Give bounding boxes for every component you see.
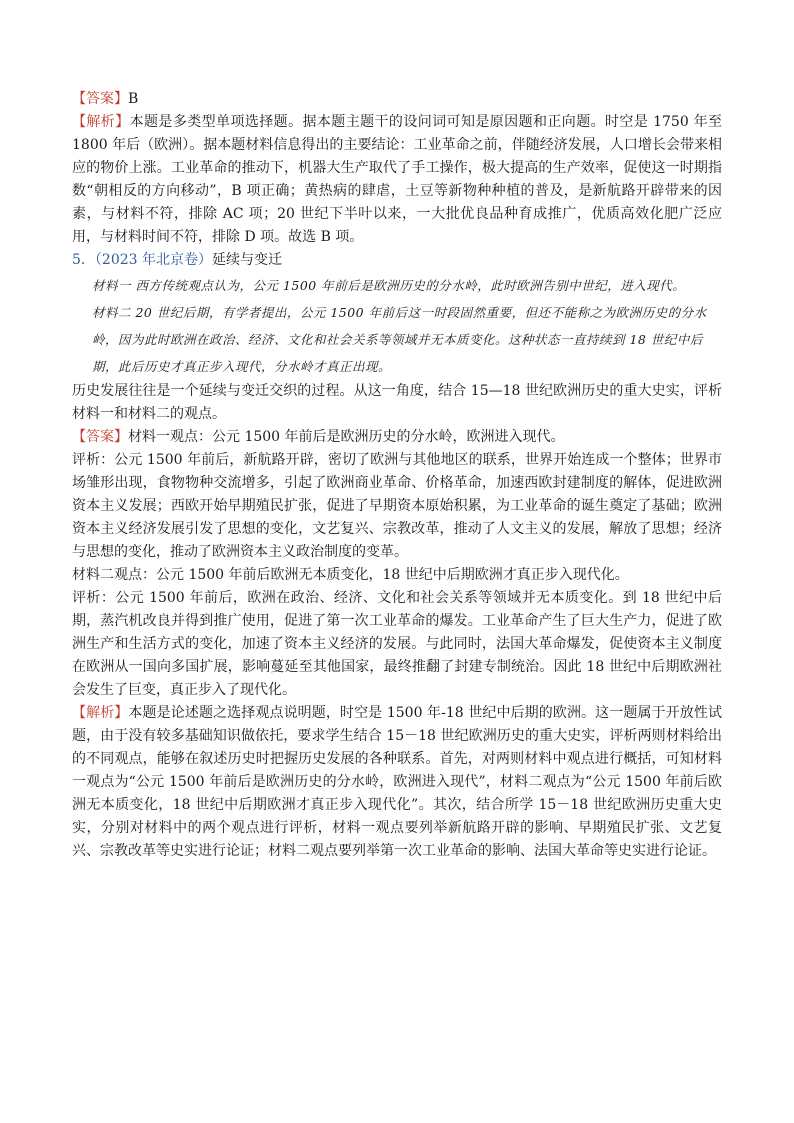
question-number: 5． [72, 252, 95, 268]
document-page [72, 88, 722, 863]
answer-tag: 【答案】 [72, 91, 128, 107]
comment-two: 评析：公元 1500 年前后，欧洲在政治、经济、文化和社会关系等领域并无本质变化。到 18 世纪中后期，蒸汽机改良并得到推广使用，促进了第一次工业革命的爆发。工业革命产生了巨大生产力，促进了欧洲生产和生活方式的变化，加速了资本主义经济的发展。与此同时，法国大革命爆发，促使资本主义制度在欧洲从一国向多国扩展，影响蔓延至其他国家，最终推翻了封建专制统治。因此 18 世纪中后期欧洲社会发生了巨变，真正步入了现代化。 [72, 590, 722, 698]
question-source: （2023 年北京卷） [94, 252, 213, 268]
material-two: 材料二 20 世纪后期，有学者提出，公元 1500 年前后这一时段固然重要，但还不能称之为欧洲历史的分水岭，因为此时欧洲在政治、经济、文化和社会关系等领域并无本质变化。这种状态一直持续到 18 世纪中后期，此后历史才真正步入现代，分水岭才真正出现。 [92, 305, 707, 374]
question-heading [72, 249, 722, 272]
analysis-paragraph-2 [72, 702, 722, 863]
question-prompt: 历史发展往往是一个延续与变迁交织的过程。从这一角度，结合 15—18 世纪欧洲历史的重大史实，评析材料一和材料二的观点。 [72, 383, 722, 422]
analysis-text: 本题是多类型单项选择题。据本题主题干的设问词可知是原因题和正向题。时空是 1750 年至 1800 年后（欧洲）。据本题材料信息得出的主要结论：工业革命之前，伴随经济发展，人口增长会带来相应的物价上涨。工业革命的推动下，机器大生产取代了手工操作，极大提高的生产效率，促使这一时期指数“朝相反的方向移动”，B 项正确；黄热病的肆虐，土豆等新物种种植的普及，是新航路开辟带来的因素，与材料不符，排除 AC 项；20 世纪下半叶以来，一大批优良品种育成推广，优质高效化肥广泛应用，与材料时间不符，排除 D 项。故选 B 项。 [72, 114, 722, 245]
answer-tag: 【答案】 [72, 429, 128, 445]
comment-one: 评析：公元 1500 年前后，新航路开辟，密切了欧洲与其他地区的联系，世界开始连成一个整体；世界市场雏形出现，食物物种交流增多，引起了欧洲商业革命、价格革命，加速西欧封建制度的解体，促进欧洲资本主义发展；西欧开始早期殖民扩张，促进了早期资本原始积累，为工业革命的诞生奠定了基础；欧洲资本主义经济发展引发了思想的变化，文艺复兴、宗教改革，推动了人文主义的发展，解放了思想；经济与思想的变化，推动了欧洲资本主义政治制度的变革。 [72, 452, 722, 560]
question-title: 延续与变迁 [212, 252, 283, 268]
analysis-tag: 【解析】 [72, 114, 130, 130]
answer-value: B [128, 91, 139, 107]
answer-view-1 [72, 426, 722, 449]
analysis-paragraph-1 [72, 111, 722, 249]
view-two: 材料二观点：公元 1500 年前后欧洲无本质变化，18 世纪中后期欧洲才真正步入现代化。 [72, 567, 629, 583]
analysis-text: 本题是论述题之选择观点说明题，时空是 1500 年-18 世纪中后期的欧洲。这一题属于开放性试题，由于没有较多基础知识做依托，要求学生结合 15－18 世纪欧洲历史的重大史实，评析两则材料给出的不同观点，能够在叙述历史时把握历史发展的各种联系。首先，对两则材料中观点进行概括，可知材料一观点为“公元 1500 年前后是欧洲历史的分水岭，欧洲进入现代”，材料二观点为“公元 1500 年前后欧洲无本质变化，18 世纪中后期欧洲才真正步入现代化”。其次，结合所学 15－18 世纪欧洲历史重大史实，分别对材料中的两个观点进行评析，材料一观点要列举新航路开辟的影响、早期殖民扩张、文艺复兴、宗教改革等史实进行论证；材料二观点要列举第一次工业革命的影响、法国大革命等史实进行论证。 [72, 705, 722, 859]
analysis-tag: 【解析】 [72, 705, 129, 721]
view-one-text: 材料一观点：公元 1500 年前后是欧洲历史的分水岭，欧洲进入现代。 [128, 429, 565, 445]
answer-line-1 [72, 88, 722, 111]
material-one: 材料一 西方传统观点认为，公元 1500 年前后是欧洲历史的分水岭，此时欧洲告别中世纪，进入现代。 [92, 278, 686, 293]
